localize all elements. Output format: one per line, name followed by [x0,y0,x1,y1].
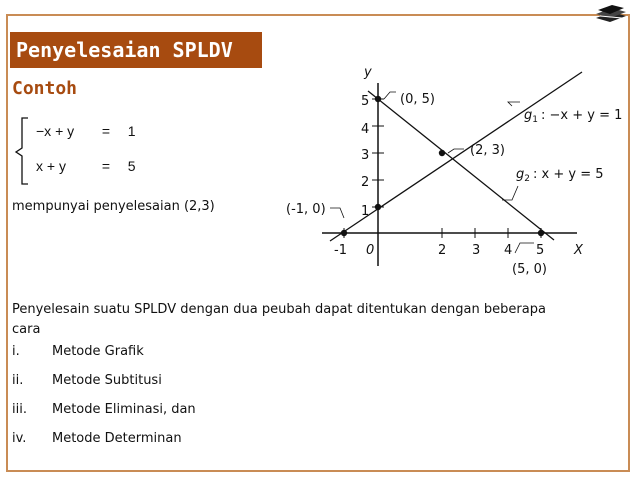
method-label: Metode Eliminasi, dan [52,402,196,417]
eq2-equals: = [101,158,111,174]
equation-1 [36,123,136,139]
label-2-3: (2, 3) [470,143,505,158]
g1-name: g [524,108,533,123]
eq1-lhs: −x + y [36,123,75,139]
label-neg1-0: (-1, 0) [286,202,326,217]
book-stack-logo [592,4,628,26]
method-label: Metode Grafik [52,344,144,359]
g1-label [524,108,622,125]
point-0-1 [375,204,381,210]
eq2-rhs: 5 [127,158,136,174]
y-tick-2: 2 [361,175,370,190]
slide-title: Penyelesaian SPLDV [10,32,262,68]
x-tick-2: 2 [438,243,447,258]
g2-name: g [516,167,525,182]
method-label: Metode Determinan [52,431,182,446]
x-tick-4: 4 [504,243,513,258]
g1-sub: 1 [532,115,538,125]
point-0-5 [375,96,381,102]
x-tick-neg1: -1 [334,243,347,258]
y-tick-1: 1 [361,204,370,219]
x-tick-3: 3 [472,243,481,258]
label-0-5: (0, 5) [400,92,435,107]
method-number: iii. [12,402,27,417]
description-text: Penyelesain suatu SPLDV dengan dua peubah dapat ditentukan dengan beberapa cara [12,302,546,337]
method-number: iv. [12,431,27,446]
left-brace-icon [14,114,30,188]
graph [272,58,638,288]
method-item [12,344,144,359]
method-item [12,373,162,388]
eq1-equals: = [101,123,111,139]
y-axis-label: y [364,65,372,80]
g2-label [516,167,603,184]
method-item [12,431,182,446]
x-axis-label: X [574,243,583,258]
method-label: Metode Subtitusi [52,373,162,388]
subtitle-contoh: Contoh [12,78,78,99]
method-number: ii. [12,373,24,388]
solution-text: mempunyai penyelesaian (2,3) [12,199,215,214]
equation-2 [36,158,136,174]
x-tick-5: 5 [536,243,545,258]
equation-system [14,114,164,188]
point-2-3 [439,150,445,156]
g2-eq: : x + y = 5 [533,167,604,182]
y-tick-4: 4 [361,122,370,137]
method-number: i. [12,344,20,359]
point-5-0 [538,230,544,236]
g2-sub: 2 [524,174,530,184]
y-tick-3: 3 [361,148,370,163]
eq2-lhs: x + y [36,158,66,174]
origin-label: 0 [366,243,375,258]
point-neg1-0 [341,230,347,236]
method-item [12,402,196,417]
label-5-0: (5, 0) [512,262,547,277]
y-tick-5: 5 [361,94,370,109]
eq1-rhs: 1 [127,123,136,139]
g1-eq: : −x + y = 1 [541,108,623,123]
